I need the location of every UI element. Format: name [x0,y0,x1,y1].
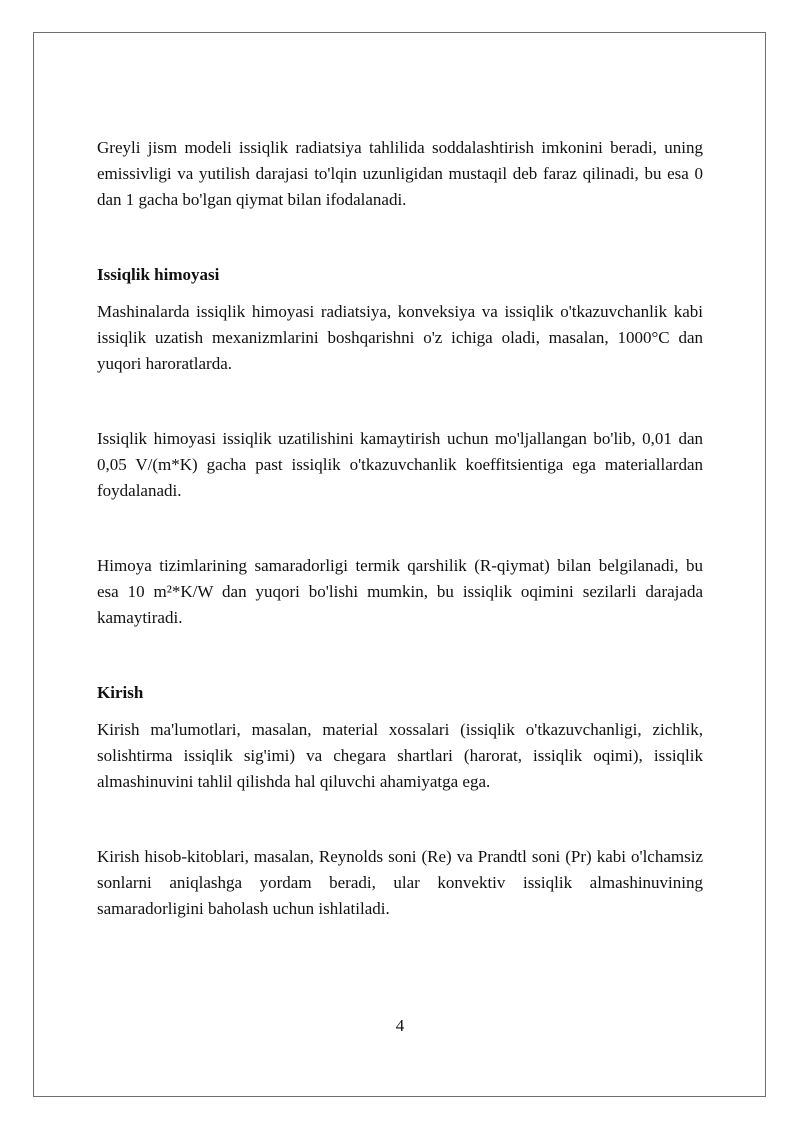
paragraph-mashinalarda: Mashinalarda issiqlik himoyasi radiatsiya, konveksiya va issiqlik o'tkazuvchanlik kabi issiqlik uzatish mexanizmlarini boshqarishni o'z ichiga oladi, masalan, 1000°C dan yuqori haroratlarda. [97,302,703,373]
spacer [97,795,703,844]
page-number: 4 [395,1016,405,1035]
paragraph-greyli-jism: Greyli jism modeli issiqlik radiatsiya tahlilida soddalashtirish imkonini beradi, uning emissivligi va yutilish darajasi to'lqin uzunligidan mustaqil deb faraz qilinadi, bu esa 0 dan 1 gacha bo'lgan qiymat bilan ifodalanadi. [97,138,703,209]
heading-kirish: Kirish [97,683,144,702]
page-content [97,135,703,922]
paragraph-kirish-hisob: Kirish hisob-kitoblari, masalan, Reynolds soni (Re) va Prandtl soni (Pr) kabi o'lchamsiz sonlarni aniqlashga yordam beradi, ular konvektiv issiqlik almashinuvining samaradorligini baholash uchun ishlatiladi. [97,847,703,918]
paragraph-himoya-tizimlari: Himoya tizimlarining samaradorligi termik qarshilik (R-qiymat) bilan belgilanadi, bu esa 10 m²*K/W dan yuqori bo'lishi mumkin, bu issiqlik oqimini sezilarli darajada kamaytiradi. [97,556,703,627]
paragraph-issiqlik-himoyasi: Issiqlik himoyasi issiqlik uzatilishini kamaytirish uchun mo'ljallangan bo'lib, 0,01 dan 0,05 V/(m*K) gacha past issiqlik o'tkazuvchanlik koeffitsientiga ega materiallardan foydalanadi. [97,429,703,500]
paragraph-kirish-malumotlari: Kirish ma'lumotlari, masalan, material xossalari (issiqlik o'tkazuvchanligi, zichlik, solishtirma issiqlik sig'imi) va chegara shartlari (harorat, issiqlik oqimi), issiqlik almashinuvini tahlil qilishda hal qiluvchi ahamiyatga ega. [97,720,703,791]
spacer [97,213,703,262]
spacer [97,706,703,717]
spacer [97,631,703,680]
heading-issiqlik-himoyasi: Issiqlik himoyasi [97,265,220,284]
spacer [97,288,703,299]
spacer [97,377,703,426]
spacer [97,504,703,553]
